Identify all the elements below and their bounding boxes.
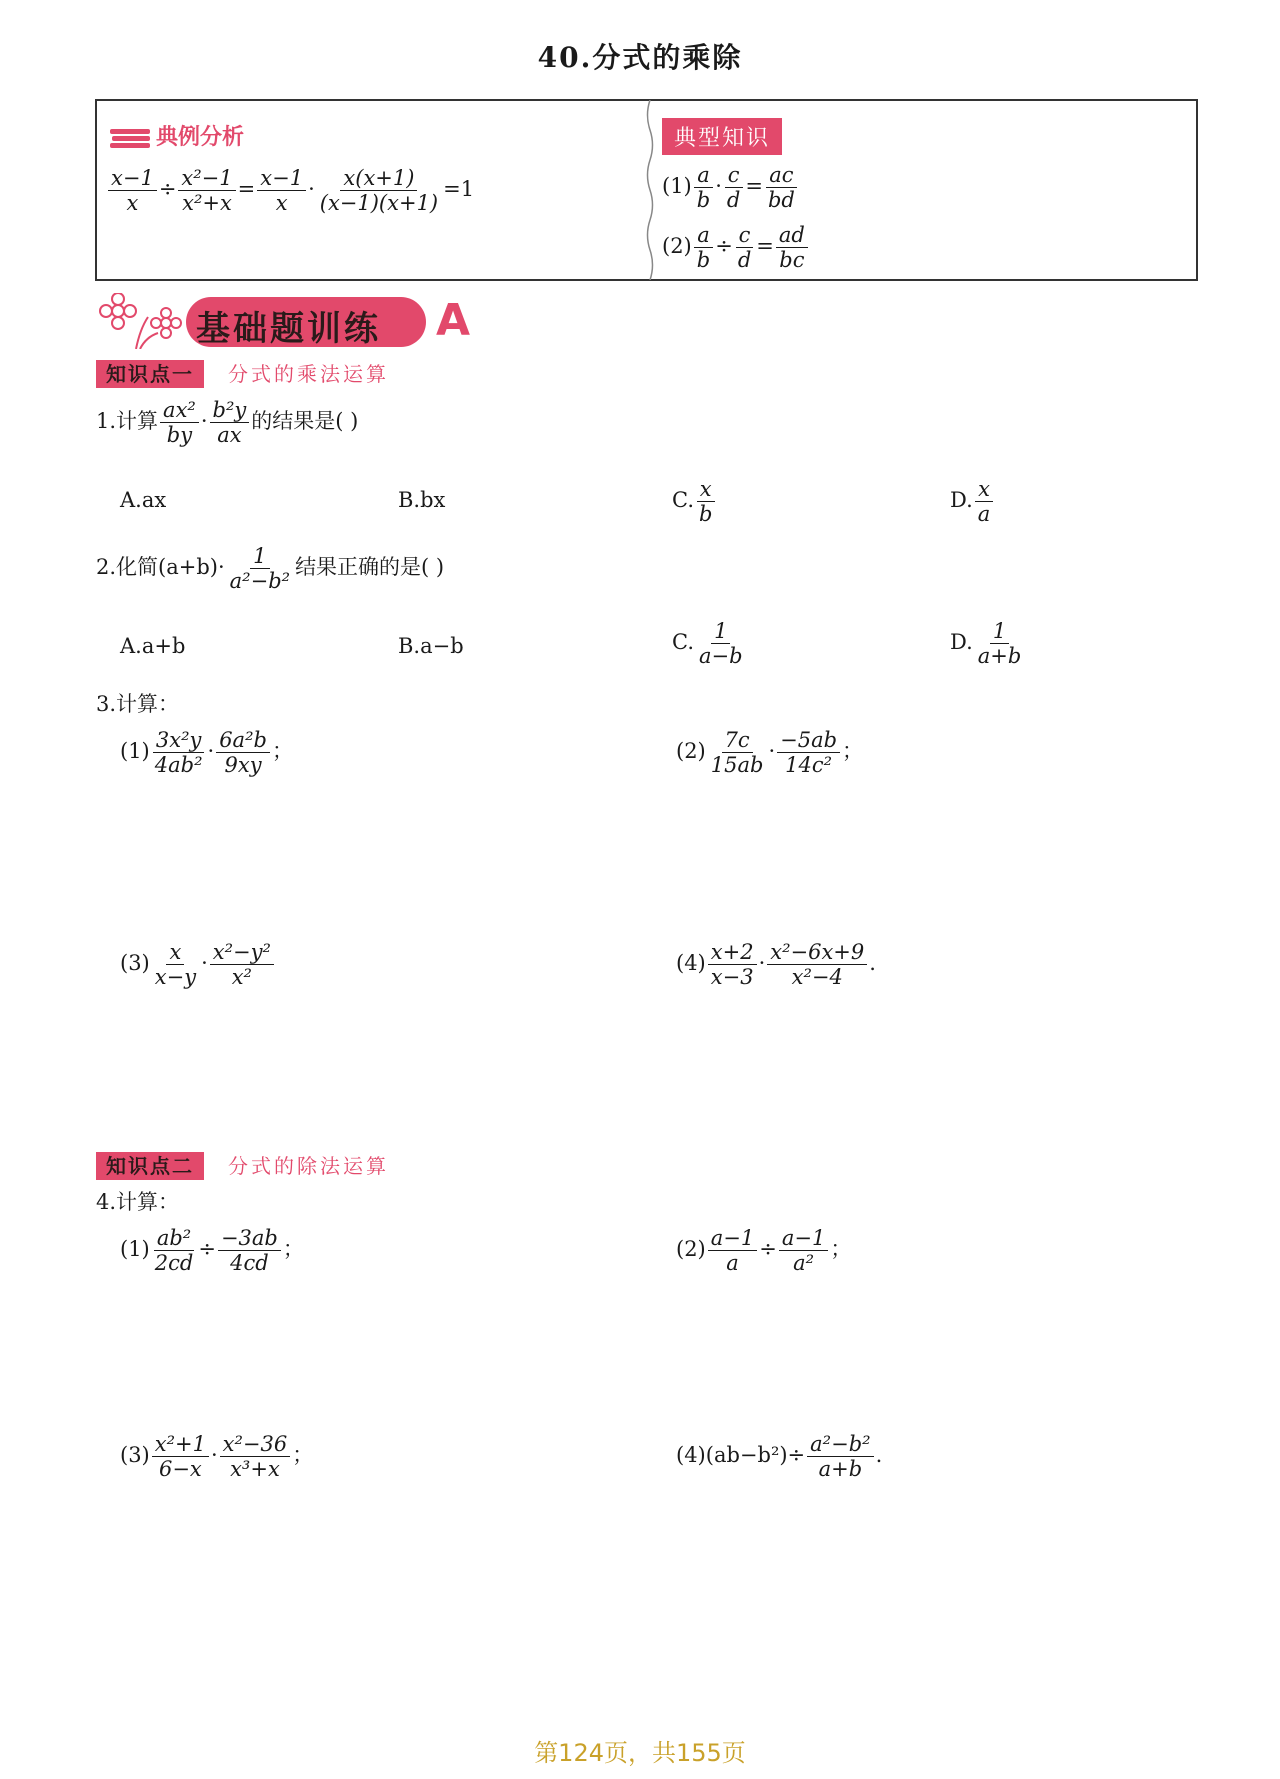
banner-title: 基础题训练 <box>196 309 381 349</box>
kp-name: 分式的乘法运算 <box>228 362 389 386</box>
q4-part-4: (4)(ab−b²)÷ $\frac{\text{a²−b²}}{a+b}$ . <box>676 1432 883 1482</box>
q3-part-3: (3) $\frac{x}{x-y}$ · $\frac{\text{x²−y²}}{\text{x²}}$ <box>120 940 276 989</box>
section-banner <box>96 293 471 349</box>
q4-part-3: (3) $\frac{\text{x²+1}}{6-x}$ · $\frac{\text{x²−36}}{\text{x³+x}}$ ； <box>120 1432 314 1482</box>
knowledge-point-1 <box>96 358 389 387</box>
q1-option-c[interactable]: C. $\frac{x}{b}$ <box>672 477 717 526</box>
kp-label: 知识点一 <box>96 360 204 388</box>
books-icon <box>110 127 152 149</box>
example-tag-label: 典例分析 <box>156 125 245 150</box>
q3-part-1: (1) $\frac{\text{3x²y}}{\text{4ab²}}$ · $\frac{\text{6a²b}}{9xy}$ ； <box>120 728 293 778</box>
q1-option-b[interactable]: B.bx <box>398 488 446 512</box>
question-3: 3.计算： <box>96 692 180 716</box>
flower-icon <box>96 293 186 349</box>
q1-option-d[interactable]: D. $\frac{x}{a}$ <box>950 477 995 526</box>
kp-label: 知识点二 <box>96 1152 204 1180</box>
page-title: 40.分式的乘除 <box>537 41 743 74</box>
q2-option-c[interactable]: C. $\frac{1}{a-b}$ <box>672 619 743 669</box>
q4-part-1: (1) $\frac{\text{ab²}}{2cd}$ ÷ $\frac{-3ab}{4cd}$ ； <box>120 1226 304 1276</box>
q3-part-2: (2) $\frac{7c}{15ab}$ · $\frac{-5ab}{\text{14c²}}$ ； <box>676 728 864 778</box>
question-4: 4.计算： <box>96 1190 180 1214</box>
question-2: 2.化简(a+b)· $\frac{1}{\text{a²−b²}}$ 结果正确的是( ) <box>96 544 445 594</box>
kp-name: 分式的除法运算 <box>228 1154 389 1178</box>
q3-part-4: (4) $\frac{x+2}{x-3}$ · $\frac{\text{x²−6x+9}}{\text{x²−4}}$ . <box>676 940 876 990</box>
knowledge-formula-2: (2) $\frac{a}{b}$ ÷ $\frac{c}{d}$ = $\frac{ad}{bc}$ <box>662 223 810 272</box>
q1-option-a[interactable]: A.ax <box>120 488 167 512</box>
knowledge-point-2 <box>96 1150 389 1179</box>
q2-option-d[interactable]: D. $\frac{1}{a+b}$ <box>950 619 1022 669</box>
banner-letter: A <box>436 295 471 346</box>
knowledge-tag: 典型知识 <box>662 118 782 155</box>
knowledge-formula-1: (1) $\frac{a}{b}$ · $\frac{c}{d}$ = $\frac{ac}{bd}$ <box>662 163 795 213</box>
example-equation: $\frac{x-1}{x}$ ÷ $\frac{\text{x²−1}}{\text{x²+x}}$ = $\frac{x-1}{x}$ · $\frac{x(x+1)}{(x-1)(x+1)}$ =1 <box>106 166 474 215</box>
box-divider <box>645 100 655 280</box>
q2-option-b[interactable]: B.a−b <box>398 634 464 658</box>
page-counter: 第124页，共155页 <box>534 1739 746 1767</box>
q4-part-2: (2) $\frac{a-1}{a}$ ÷ $\frac{a-1}{\text{a²}}$ ； <box>676 1226 852 1276</box>
question-1: 1.计算 $\frac{\text{ax²}}{by}$ · $\frac{\text{b²y}}{ax}$ 的结果是( ) <box>96 398 359 448</box>
example-tag <box>110 120 244 151</box>
q2-option-a[interactable]: A.a+b <box>120 634 186 658</box>
